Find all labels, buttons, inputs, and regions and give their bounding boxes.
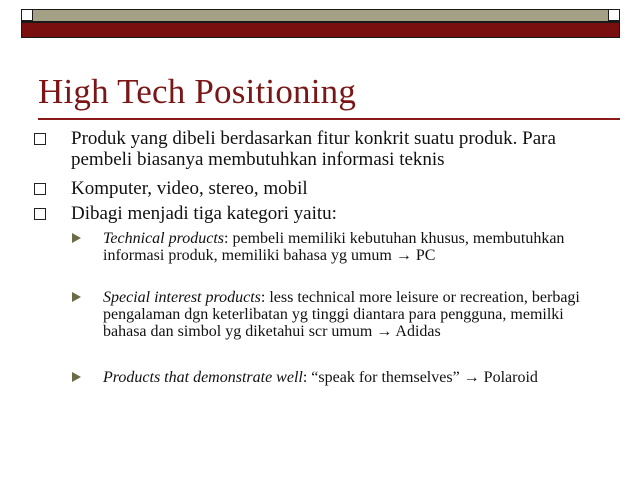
slide-title: High Tech Positioning <box>38 72 357 111</box>
triangle-bullet-icon <box>72 292 81 302</box>
title-underline <box>38 118 620 120</box>
square-bullet-icon <box>34 133 46 145</box>
sub-bullet-text <box>103 369 581 386</box>
header-square-right <box>608 9 620 21</box>
bullet-text: Dibagi menjadi tiga kategori yaitu: <box>71 203 337 224</box>
triangle-bullet-icon <box>72 233 81 243</box>
sub-bullet-term: Technical products <box>103 230 225 247</box>
sub-bullet-body: : “speak for themselves” <box>302 369 464 386</box>
right-arrow-icon: → <box>395 247 412 264</box>
bullet-text: Produk yang dibeli berdasarkan fitur konkrit suatu produk. Para pembeli biasanya membutuhkan informasi teknis <box>71 128 556 170</box>
sub-bullet-tail: Polaroid <box>479 369 538 386</box>
square-bullet-icon <box>34 208 46 220</box>
sub-bullet-tail: PC <box>411 247 436 264</box>
header-band-bottom <box>21 22 620 38</box>
square-bullet-icon <box>34 183 46 195</box>
sub-bullet-tail: Adidas <box>392 323 441 340</box>
right-arrow-icon: → <box>376 323 393 340</box>
sub-bullet-text <box>103 289 581 340</box>
bullet-text: Komputer, video, stereo, mobil <box>71 178 308 199</box>
sub-bullet-body: : pembeli memiliki kebutuhan khusus, membutuhkan informasi produk, memiliki bahasa yg umum <box>103 230 565 264</box>
sub-bullet-term: Special interest products <box>103 289 261 306</box>
right-arrow-icon: → <box>463 369 480 386</box>
triangle-bullet-icon <box>72 372 81 382</box>
sub-bullet-body: : less technical more leisure or recreation, berbagi pengalaman dgn keterlibatan yg tinggi diantara para pengguna, memilki bahasa dan simbol yg diketahui scr umum <box>103 289 580 340</box>
sub-bullet-term: Products that demonstrate well <box>103 369 303 386</box>
header-square-left <box>21 9 33 21</box>
header-band-top <box>21 9 620 22</box>
sub-bullet-text <box>103 230 581 264</box>
